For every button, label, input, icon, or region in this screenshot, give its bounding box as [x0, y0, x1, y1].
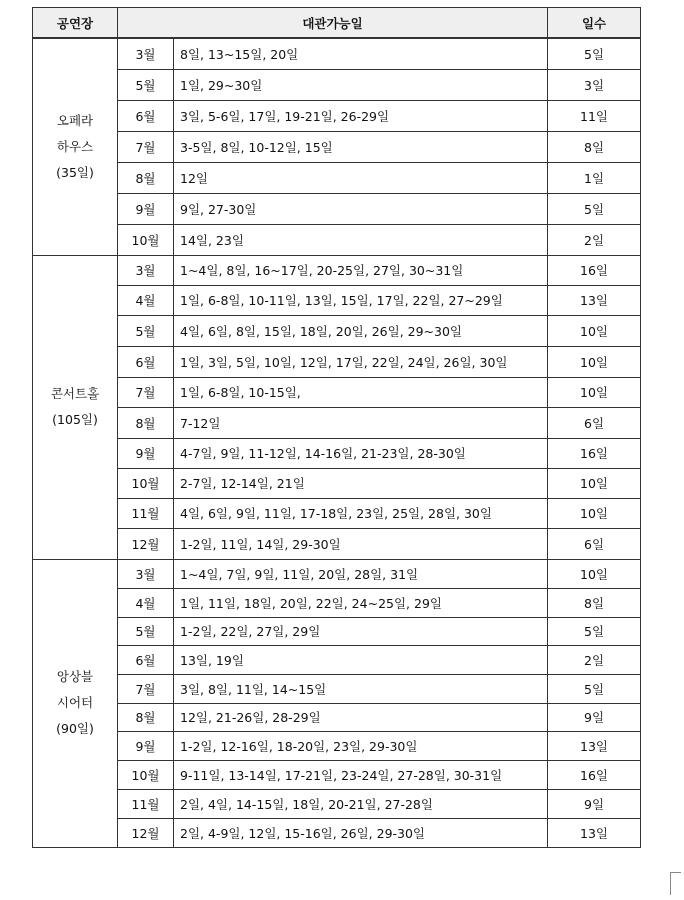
month-cell: 7월 [118, 377, 174, 407]
month-cell: 7월 [118, 131, 174, 162]
days-cell: 16일 [548, 760, 641, 789]
dates-cell: 1~4일, 8일, 16~17일, 20-25일, 27일, 30~31일 [174, 255, 548, 285]
month-cell: 6월 [118, 100, 174, 131]
venue-cell [33, 38, 118, 255]
dates-cell: 3-5일, 8일, 10-12일, 15일 [174, 131, 548, 162]
table-row [33, 559, 641, 588]
dates-cell: 14일, 23일 [174, 224, 548, 255]
table-row [33, 789, 641, 818]
month-cell: 5월 [118, 617, 174, 645]
table-row [33, 760, 641, 789]
dates-cell: 2-7일, 12-14일, 21일 [174, 468, 548, 498]
days-cell: 3일 [548, 69, 641, 100]
header-days: 일수 [548, 8, 641, 39]
table-row [33, 438, 641, 468]
month-cell: 10월 [118, 468, 174, 498]
month-cell: 3월 [118, 38, 174, 69]
dates-cell: 13일, 19일 [174, 645, 548, 674]
month-cell: 11월 [118, 789, 174, 818]
days-cell: 9일 [548, 703, 641, 731]
table-row [33, 617, 641, 645]
month-cell: 8월 [118, 162, 174, 193]
dates-cell: 1일, 11일, 18일, 20일, 22일, 24~25일, 29일 [174, 588, 548, 617]
days-cell: 5일 [548, 617, 641, 645]
days-cell: 10일 [548, 498, 641, 528]
days-cell: 10일 [548, 468, 641, 498]
dates-cell: 2일, 4-9일, 12일, 15-16일, 26일, 29-30일 [174, 818, 548, 847]
dates-cell: 1-2일, 12-16일, 18-20일, 23일, 29-30일 [174, 731, 548, 760]
days-cell: 10일 [548, 377, 641, 407]
month-cell: 10월 [118, 224, 174, 255]
month-cell: 9월 [118, 193, 174, 224]
dates-cell: 3일, 5-6일, 17일, 19-21일, 26-29일 [174, 100, 548, 131]
table-row [33, 645, 641, 674]
page-corner-mark [670, 872, 681, 895]
dates-cell: 1일, 29~30일 [174, 69, 548, 100]
venue-cell [33, 559, 118, 847]
dates-cell: 12일 [174, 162, 548, 193]
dates-cell: 4일, 6일, 9일, 11일, 17-18일, 23일, 25일, 28일, 30일 [174, 498, 548, 528]
table-row [33, 588, 641, 617]
venue-name-line: 콘서트홀 [50, 386, 100, 401]
table-row [33, 224, 641, 255]
dates-cell: 1일, 6-8일, 10-15일, [174, 377, 548, 407]
dates-cell: 9-11일, 13-14일, 17-21일, 23-24일, 27-28일, 30-31일 [174, 760, 548, 789]
days-cell: 8일 [548, 588, 641, 617]
header-row [33, 8, 641, 39]
month-cell: 7월 [118, 674, 174, 703]
month-cell: 9월 [118, 438, 174, 468]
days-cell: 11일 [548, 100, 641, 131]
venue-name-line: 앙상블 [56, 669, 94, 684]
month-cell: 11월 [118, 498, 174, 528]
venue-name-line: (90일) [56, 721, 94, 736]
days-cell: 10일 [548, 346, 641, 377]
table-row [33, 255, 641, 285]
days-cell: 6일 [548, 407, 641, 438]
venue-cell [33, 255, 118, 559]
table-row [33, 731, 641, 760]
month-cell: 9월 [118, 731, 174, 760]
month-cell: 6월 [118, 645, 174, 674]
dates-cell: 12일, 21-26일, 28-29일 [174, 703, 548, 731]
dates-cell: 1-2일, 11일, 14일, 29-30일 [174, 528, 548, 559]
venue-name-line: 오페라 [56, 112, 94, 128]
dates-cell: 1일, 6-8일, 10-11일, 13일, 15일, 17일, 22일, 27~29일 [174, 285, 548, 315]
table-row [33, 498, 641, 528]
table-row [33, 38, 641, 69]
table-body [33, 38, 641, 847]
days-cell: 5일 [548, 38, 641, 69]
dates-cell: 1일, 3일, 5일, 10일, 12일, 17일, 22일, 24일, 26일, 30일 [174, 346, 548, 377]
days-cell: 8일 [548, 131, 641, 162]
table-row [33, 69, 641, 100]
table-row [33, 285, 641, 315]
days-cell: 5일 [548, 674, 641, 703]
month-cell: 8월 [118, 407, 174, 438]
month-cell: 4월 [118, 588, 174, 617]
table-row [33, 674, 641, 703]
days-cell: 13일 [548, 818, 641, 847]
month-cell: 5월 [118, 315, 174, 346]
table-row [33, 528, 641, 559]
month-cell: 6월 [118, 346, 174, 377]
month-cell: 4월 [118, 285, 174, 315]
days-cell: 13일 [548, 731, 641, 760]
table-row [33, 131, 641, 162]
table-row [33, 315, 641, 346]
dates-cell: 7-12일 [174, 407, 548, 438]
table-row [33, 818, 641, 847]
dates-cell: 1-2일, 22일, 27일, 29일 [174, 617, 548, 645]
month-cell: 12월 [118, 528, 174, 559]
days-cell: 6일 [548, 528, 641, 559]
month-cell: 3월 [118, 559, 174, 588]
days-cell: 2일 [548, 645, 641, 674]
days-cell: 5일 [548, 193, 641, 224]
venue-name-line: (35일) [56, 164, 94, 180]
table-row [33, 100, 641, 131]
dates-cell: 1~4일, 7일, 9일, 11일, 20일, 28일, 31일 [174, 559, 548, 588]
table-row [33, 193, 641, 224]
days-cell: 1일 [548, 162, 641, 193]
month-cell: 10월 [118, 760, 174, 789]
header-dates: 대관가능일 [118, 8, 548, 39]
dates-cell: 2일, 4일, 14-15일, 18일, 20-21일, 27-28일 [174, 789, 548, 818]
dates-cell: 4-7일, 9일, 11-12일, 14-16일, 21-23일, 28-30일 [174, 438, 548, 468]
days-cell: 10일 [548, 559, 641, 588]
header-venue: 공연장 [33, 8, 118, 39]
days-cell: 9일 [548, 789, 641, 818]
dates-cell: 8일, 13~15일, 20일 [174, 38, 548, 69]
month-cell: 3월 [118, 255, 174, 285]
days-cell: 10일 [548, 315, 641, 346]
venue-name-line: 하우스 [56, 138, 94, 154]
table-row [33, 407, 641, 438]
month-cell: 5월 [118, 69, 174, 100]
days-cell: 2일 [548, 224, 641, 255]
table-row [33, 703, 641, 731]
days-cell: 16일 [548, 255, 641, 285]
month-cell: 8월 [118, 703, 174, 731]
venue-availability-table [32, 7, 641, 848]
table-row [33, 377, 641, 407]
table-row [33, 468, 641, 498]
dates-cell: 4일, 6일, 8일, 15일, 18일, 20일, 26일, 29~30일 [174, 315, 548, 346]
month-cell: 12월 [118, 818, 174, 847]
days-cell: 13일 [548, 285, 641, 315]
table-row [33, 346, 641, 377]
dates-cell: 9일, 27-30일 [174, 193, 548, 224]
days-cell: 16일 [548, 438, 641, 468]
dates-cell: 3일, 8일, 11일, 14~15일 [174, 674, 548, 703]
venue-name-line: (105일) [52, 412, 98, 427]
venue-name-line: 시어터 [56, 695, 94, 710]
table-row [33, 162, 641, 193]
